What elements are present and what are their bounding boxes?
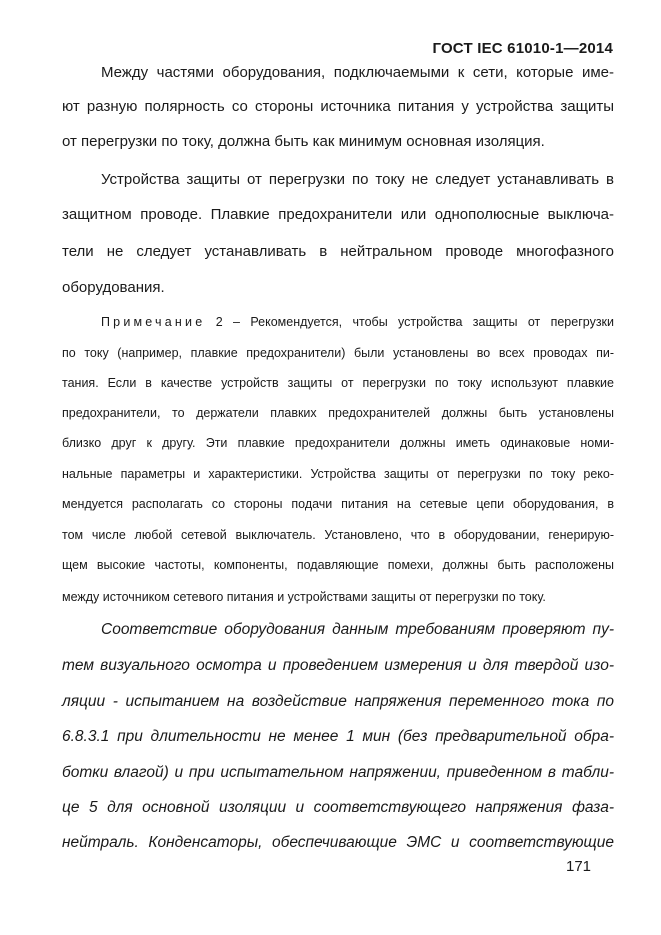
compliance-line-7: нейтраль. Конденсаторы, обеспечивающие ЭМС и соответствующие	[62, 834, 614, 851]
paragraph-1-line-3: от перегрузки по току, должна быть как минимум основная изоляция.	[62, 133, 545, 150]
note-line-6: нальные параметры и характеристики. Устройства защиты от перегрузки по току реко-	[62, 467, 614, 481]
paragraph-2-line-4: оборудования.	[62, 279, 165, 296]
note-first-line-text: 2 – Рекомендуется, чтобы устройства защиты от перегрузки	[215, 315, 615, 329]
note-line-10: между источником сетевого питания и устройствами защиты от перегрузки по току.	[62, 590, 546, 604]
document-standard-header: ГОСТ IEC 61010-1—2014	[432, 40, 613, 57]
paragraph-2-line-3: тели не следует устанавливать в нейтральном проводе многофазного	[62, 243, 614, 260]
compliance-line-5: ботки влагой) и при испытательном напряжении, приведенном в табли-	[62, 764, 614, 781]
compliance-line-3: ляции - испытанием на воздействие напряжения переменного тока по	[62, 693, 614, 710]
page-number: 171	[566, 858, 592, 875]
paragraph-2-line-2: защитном проводе. Плавкие предохранители или однополюсные выключа-	[62, 206, 614, 223]
paragraph-1-line-1: Между частями оборудования, подключаемыми к сети, которые име-	[101, 64, 614, 81]
note-line-8: том числе любой сетевой выключатель. Установлено, что в оборудовании, генерирую-	[62, 528, 614, 542]
note-line-2: по току (например, плавкие предохранители) были установлены во всех проводах пи-	[62, 346, 614, 360]
compliance-line-6: це 5 для основной изоляции и соответствующего напряжения фаза-	[62, 799, 614, 816]
note-line-5: близко друг к другу. Эти плавкие предохранители должны иметь одинаковые номи-	[62, 436, 614, 450]
paragraph-2-line-1: Устройства защиты от перегрузки по току не следует устанавливать в	[101, 171, 614, 188]
note-line-7: мендуется располагать со стороны подачи питания на сетевые цепи оборудования, в	[62, 497, 614, 511]
compliance-line-4: 6.8.3.1 при длительности не менее 1 мин (без предварительной обра-	[62, 728, 614, 745]
note-label: Примечание	[101, 315, 206, 329]
note-line-1	[101, 314, 614, 330]
paragraph-1-line-2: ют разную полярность со стороны источника питания у устройства защиты	[62, 98, 614, 115]
compliance-line-1: Соответствие оборудования данным требованиям проверяют пу-	[101, 621, 614, 638]
note-line-3: тания. Если в качестве устройств защиты от перегрузки по току используют плавкие	[62, 376, 614, 390]
compliance-line-2: тем визуального осмотра и проведением измерения и для твердой изо-	[62, 657, 614, 674]
note-line-4: предохранители, то держатели плавких предохранителей должны быть установлены	[62, 406, 614, 420]
note-line-9: щем высокие частоты, компоненты, подавляющие помехи, должны быть расположены	[62, 558, 614, 572]
